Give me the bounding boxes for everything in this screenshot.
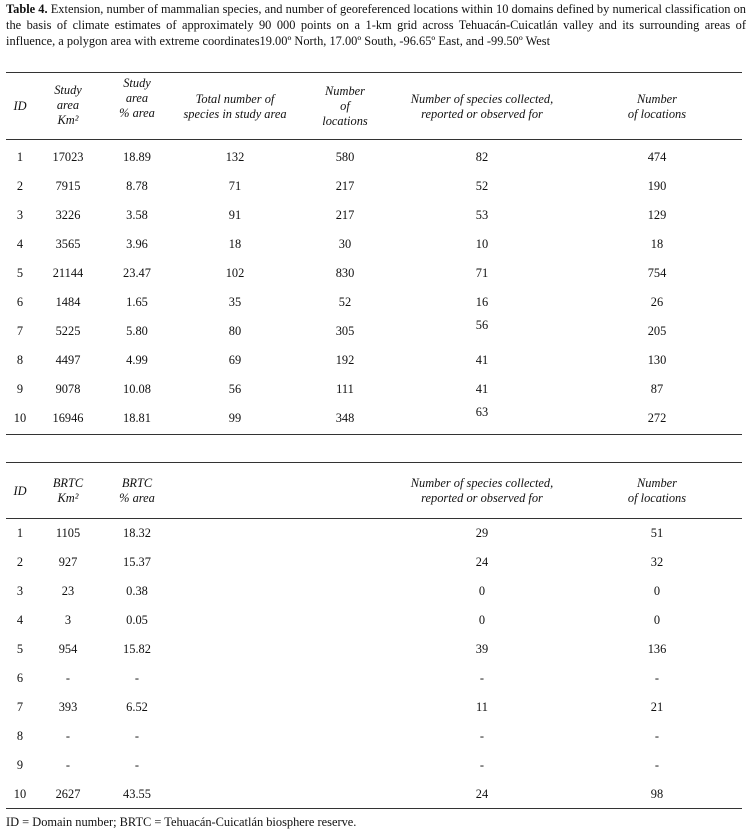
col-header-study-area-pct: Study area % area	[119, 76, 155, 120]
table1-cell-num-locations: 30	[338, 237, 352, 251]
table2-cell-brtc-pct: 0.05	[126, 613, 148, 627]
table1-cell-study-area-pct: 3.58	[126, 208, 148, 222]
table1-cell-species-brtc: 63	[475, 405, 489, 419]
table1-cell-id: 7	[16, 324, 24, 338]
table2-cell-locations-brtc: 98	[650, 787, 664, 801]
table1-cell-id: 10	[13, 411, 27, 425]
col-header-id: ID	[13, 99, 27, 113]
table2-cell-id: 5	[16, 642, 24, 656]
table2-cell-species-brtc: 29	[475, 526, 489, 540]
table1-header-rule	[6, 139, 742, 140]
table1-cell-id: 9	[16, 382, 24, 396]
table1-cell-species-brtc: 10	[475, 237, 489, 251]
table2-cell-species-brtc: -	[479, 758, 485, 772]
table2-cell-id: 6	[16, 671, 24, 685]
table1-cell-id: 2	[16, 179, 24, 193]
table1-cell-total-species: 80	[228, 324, 242, 338]
table2-cell-brtc-km: -	[65, 758, 71, 772]
col-header-id-2: ID	[13, 484, 27, 498]
table1-cell-species-brtc: 82	[475, 150, 489, 164]
table2-cell-id: 3	[16, 584, 24, 598]
table1-cell-locations-brtc: 26	[650, 295, 664, 309]
table1-cell-num-locations: 830	[335, 266, 355, 280]
table1-cell-locations-brtc: 130	[647, 353, 667, 367]
table1-cell-total-species: 35	[228, 295, 242, 309]
table2-bottom-rule	[6, 808, 742, 809]
table2-cell-species-brtc: -	[479, 729, 485, 743]
table2-header-rule	[6, 518, 742, 519]
table1-cell-id: 3	[16, 208, 24, 222]
table1-cell-locations-brtc: 129	[647, 208, 667, 222]
table1-cell-total-species: 69	[228, 353, 242, 367]
table2-cell-locations-brtc: 0	[653, 613, 661, 627]
table2-cell-brtc-pct: 18.32	[123, 526, 151, 540]
table2-cell-species-brtc: 39	[475, 642, 489, 656]
table1-cell-num-locations: 52	[338, 295, 352, 309]
table1-cell-study-area-pct: 8.78	[126, 179, 148, 193]
table2-cell-brtc-km: 393	[58, 700, 78, 714]
table1-cell-num-locations: 111	[336, 382, 354, 396]
table2-cell-species-brtc: 24	[475, 555, 489, 569]
table1-cell-study-area-km: 7915	[55, 179, 81, 193]
table2-cell-brtc-km: 23	[61, 584, 75, 598]
table1-cell-study-area-pct: 10.08	[123, 382, 151, 396]
table1-cell-id: 8	[16, 353, 24, 367]
table2-cell-locations-brtc: -	[654, 729, 660, 743]
table1-cell-id: 5	[16, 266, 24, 280]
table1-top-rule	[6, 72, 742, 73]
table1-cell-study-area-km: 4497	[55, 353, 81, 367]
table2-cell-locations-brtc: 136	[647, 642, 667, 656]
table2-cell-brtc-pct: -	[134, 758, 140, 772]
table2-cell-brtc-km: -	[65, 729, 71, 743]
table2-cell-brtc-pct: 0.38	[126, 584, 148, 598]
table1-cell-species-brtc: 16	[475, 295, 489, 309]
table1-cell-species-brtc: 56	[475, 318, 489, 332]
table2-cell-locations-brtc: 21	[650, 700, 664, 714]
table2-cell-brtc-km: 2627	[55, 787, 81, 801]
table2-cell-brtc-pct: -	[134, 671, 140, 685]
table1-cell-species-brtc: 53	[475, 208, 489, 222]
table1-cell-study-area-pct: 3.96	[126, 237, 148, 251]
table2-cell-brtc-pct: 6.52	[126, 700, 148, 714]
table1-cell-species-brtc: 52	[475, 179, 489, 193]
table2-cell-id: 4	[16, 613, 24, 627]
table1-cell-study-area-km: 3565	[55, 237, 81, 251]
table1-cell-study-area-km: 21144	[52, 266, 84, 280]
table2-cell-brtc-km: 3	[64, 613, 72, 627]
table2-cell-brtc-km: 927	[58, 555, 78, 569]
table2-cell-brtc-km: -	[65, 671, 71, 685]
table1-cell-study-area-pct: 5.80	[126, 324, 148, 338]
table2-cell-species-brtc: 11	[476, 700, 488, 714]
table2-cell-brtc-km: 1105	[55, 526, 81, 540]
caption-text: Extension, number of mammalian species, and number of georeferenced locations within 10 domains defined by numerical classification on the basis of climate estimates of approximately 90 000 points on a 1-km grid across Tehuacán-Cuicatlán valley and its surrounding areas of influence, a polygon area with extreme coordinates19.00º North, 17.00º South, -96.65º East, and -99.50º West	[6, 2, 747, 48]
table2-cell-brtc-km: 954	[58, 642, 78, 656]
table1-cell-species-brtc: 41	[475, 353, 489, 367]
table1-cell-id: 4	[16, 237, 24, 251]
table2-cell-brtc-pct: 15.37	[123, 555, 151, 569]
table1-cell-num-locations: 192	[335, 353, 355, 367]
table1-cell-locations-brtc: 87	[650, 382, 664, 396]
table1-cell-total-species: 18	[228, 237, 242, 251]
col-header-num-locations: Number of locations	[322, 84, 368, 128]
table2-cell-brtc-pct: 43.55	[123, 787, 151, 801]
table2-cell-id: 2	[16, 555, 24, 569]
col-header-study-area-km: Study area Km²	[54, 83, 82, 127]
table2-cell-species-brtc: 0	[478, 584, 486, 598]
table2-cell-locations-brtc: -	[654, 671, 660, 685]
table2-cell-brtc-pct: 15.82	[123, 642, 151, 656]
table1-cell-locations-brtc: 474	[647, 150, 667, 164]
table1-cell-total-species: 99	[228, 411, 242, 425]
table2-cell-species-brtc: 0	[478, 613, 486, 627]
table1-cell-locations-brtc: 18	[650, 237, 664, 251]
table2-cell-species-brtc: -	[479, 671, 485, 685]
table1-cell-study-area-km: 5225	[55, 324, 81, 338]
table1-cell-study-area-pct: 4.99	[126, 353, 148, 367]
table1-cell-study-area-km: 17023	[52, 150, 84, 164]
table-label: Table 4.	[6, 2, 48, 16]
col-header-brtc-pct: BRTC % area	[119, 476, 155, 505]
col-header-species-brtc-2: Number of species collected, reported or observed for	[410, 476, 554, 505]
table1-cell-locations-brtc: 190	[647, 179, 667, 193]
table1-cell-num-locations: 580	[335, 150, 355, 164]
col-header-total-species: Total number of species in study area	[183, 92, 287, 121]
table2-cell-species-brtc: 24	[475, 787, 489, 801]
table1-cell-total-species: 91	[228, 208, 242, 222]
table2-cell-locations-brtc: 0	[653, 584, 661, 598]
table1-cell-id: 1	[16, 150, 24, 164]
table2-cell-locations-brtc: 51	[650, 526, 664, 540]
table2-cell-id: 9	[16, 758, 24, 772]
col-header-brtc-km: BRTC Km²	[52, 476, 84, 505]
table-caption	[6, 2, 746, 49]
table1-bottom-rule	[6, 434, 742, 435]
table1-cell-total-species: 132	[225, 150, 245, 164]
table1-cell-total-species: 102	[225, 266, 245, 280]
table1-cell-locations-brtc: 272	[647, 411, 667, 425]
table1-cell-study-area-pct: 18.81	[123, 411, 151, 425]
table1-cell-num-locations: 348	[335, 411, 355, 425]
table1-cell-num-locations: 305	[335, 324, 355, 338]
table1-cell-locations-brtc: 754	[647, 266, 667, 280]
table1-cell-study-area-pct: 1.65	[126, 295, 148, 309]
table1-cell-total-species: 56	[228, 382, 242, 396]
table1-cell-study-area-pct: 23.47	[123, 266, 151, 280]
table1-cell-locations-brtc: 205	[647, 324, 667, 338]
table1-cell-id: 6	[16, 295, 24, 309]
table1-cell-study-area-pct: 18.89	[123, 150, 151, 164]
table2-cell-locations-brtc: -	[654, 758, 660, 772]
table2-cell-id: 1	[16, 526, 24, 540]
table1-cell-species-brtc: 71	[475, 266, 489, 280]
table1-cell-total-species: 71	[228, 179, 242, 193]
table2-cell-locations-brtc: 32	[650, 555, 664, 569]
col-header-species-brtc: Number of species collected, reported or observed for	[410, 92, 554, 121]
table1-cell-study-area-km: 9078	[55, 382, 81, 396]
table2-cell-id: 8	[16, 729, 24, 743]
table-footnote: ID = Domain number; BRTC = Tehuacán-Cuicatlán biosphere reserve.	[6, 815, 357, 829]
table1-cell-num-locations: 217	[335, 179, 355, 193]
table1-cell-study-area-km: 3226	[55, 208, 81, 222]
table1-cell-study-area-km: 1484	[55, 295, 81, 309]
table2-cell-id: 7	[16, 700, 24, 714]
table1-cell-num-locations: 217	[335, 208, 355, 222]
table2-cell-id: 10	[13, 787, 27, 801]
table2-top-rule	[6, 462, 742, 463]
col-header-locations-brtc: Number of locations	[627, 92, 687, 121]
col-header-locations-brtc-2: Number of locations	[627, 476, 687, 505]
table1-cell-study-area-km: 16946	[52, 411, 84, 425]
table1-cell-species-brtc: 41	[475, 382, 489, 396]
table2-cell-brtc-pct: -	[134, 729, 140, 743]
